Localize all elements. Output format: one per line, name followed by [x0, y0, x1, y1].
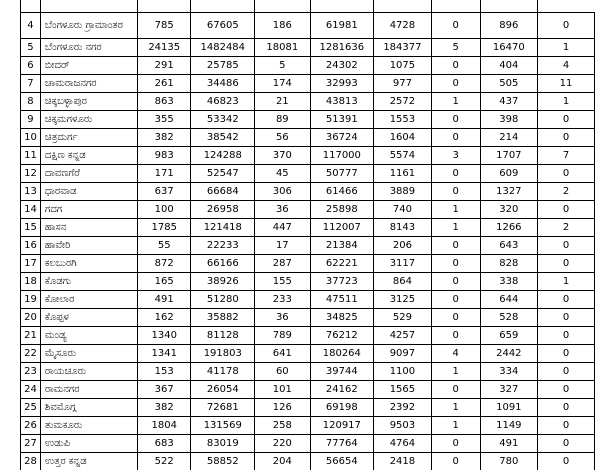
value-cell: 0	[431, 453, 480, 470]
value-cell: 0	[431, 111, 480, 129]
value-cell: 370	[255, 147, 310, 165]
table-row	[21, 309, 595, 327]
value-cell: 83019	[191, 435, 255, 453]
value-cell: 0	[538, 237, 595, 255]
value-cell: 34825	[310, 309, 374, 327]
value-cell: 1	[431, 363, 480, 381]
serial-number-cell: 16	[21, 237, 41, 255]
value-cell: 1553	[374, 111, 432, 129]
value-cell: 367	[137, 381, 191, 399]
value-cell: 32993	[310, 75, 374, 93]
table-row	[21, 273, 595, 291]
serial-number-cell: 28	[21, 453, 41, 470]
value-cell: 2418	[374, 453, 432, 470]
value-cell: 977	[374, 75, 432, 93]
value-cell: 26958	[191, 201, 255, 219]
value-cell: 338	[480, 273, 537, 291]
district-name-cell: ದಕ್ಷಿಣ ಕನ್ನಡ	[40, 147, 137, 165]
serial-number-cell: 10	[21, 129, 41, 147]
district-name-cell: ಕೊಪ್ಪಳ	[40, 309, 137, 327]
value-cell: 41178	[191, 363, 255, 381]
value-cell: 4257	[374, 327, 432, 345]
value-cell: 404	[480, 57, 537, 75]
district-name-cell: ಬೀದರ್	[40, 57, 137, 75]
value-cell	[374, 0, 432, 13]
value-cell: 3117	[374, 255, 432, 273]
value-cell: 0	[431, 309, 480, 327]
value-cell: 206	[374, 237, 432, 255]
value-cell: 1091	[480, 399, 537, 417]
value-cell: 5	[431, 39, 480, 57]
table-row	[21, 183, 595, 201]
value-cell: 0	[431, 165, 480, 183]
value-cell: 56654	[310, 453, 374, 470]
value-cell: 4	[538, 57, 595, 75]
value-cell: 0	[538, 129, 595, 147]
value-cell: 1785	[137, 219, 191, 237]
value-cell	[137, 0, 191, 13]
value-cell: 2	[538, 219, 595, 237]
table-row	[21, 165, 595, 183]
value-cell: 25898	[310, 201, 374, 219]
table-row	[21, 345, 595, 363]
value-cell: 491	[480, 435, 537, 453]
value-cell: 9097	[374, 345, 432, 363]
value-cell: 4	[431, 345, 480, 363]
value-cell: 126	[255, 399, 310, 417]
value-cell	[431, 0, 480, 13]
serial-number-cell: 21	[21, 327, 41, 345]
value-cell: 320	[480, 201, 537, 219]
serial-number-cell: 18	[21, 273, 41, 291]
value-cell: 0	[431, 75, 480, 93]
serial-number-cell: 6	[21, 57, 41, 75]
table-row	[21, 453, 595, 470]
value-cell: 1075	[374, 57, 432, 75]
value-cell: 1	[538, 39, 595, 57]
table-row	[21, 0, 595, 13]
value-cell: 3125	[374, 291, 432, 309]
serial-number-cell: 8	[21, 93, 41, 111]
serial-number-cell: 17	[21, 255, 41, 273]
value-cell: 740	[374, 201, 432, 219]
value-cell: 0	[431, 327, 480, 345]
value-cell: 56	[255, 129, 310, 147]
district-name-cell: ಚಾಮರಾಜನಗರ	[40, 75, 137, 93]
value-cell: 186	[255, 13, 310, 39]
value-cell: 0	[431, 255, 480, 273]
value-cell: 0	[538, 345, 595, 363]
value-cell: 22233	[191, 237, 255, 255]
value-cell: 51391	[310, 111, 374, 129]
value-cell: 121418	[191, 219, 255, 237]
value-cell: 214	[480, 129, 537, 147]
value-cell: 0	[538, 363, 595, 381]
value-cell: 5	[255, 57, 310, 75]
value-cell: 1482484	[191, 39, 255, 57]
table-row	[21, 417, 595, 435]
value-cell: 36	[255, 201, 310, 219]
value-cell: 43813	[310, 93, 374, 111]
value-cell: 100	[137, 201, 191, 219]
serial-number-cell: 26	[21, 417, 41, 435]
value-cell: 1	[538, 93, 595, 111]
value-cell: 61981	[310, 13, 374, 39]
value-cell: 2442	[480, 345, 537, 363]
district-name-cell: ಧಾರವಾಡ	[40, 183, 137, 201]
table-row	[21, 93, 595, 111]
value-cell: 0	[538, 327, 595, 345]
value-cell: 124288	[191, 147, 255, 165]
value-cell: 0	[538, 165, 595, 183]
value-cell: 60	[255, 363, 310, 381]
value-cell: 437	[480, 93, 537, 111]
value-cell: 155	[255, 273, 310, 291]
value-cell	[191, 0, 255, 13]
value-cell: 382	[137, 129, 191, 147]
value-cell: 0	[431, 273, 480, 291]
value-cell: 1604	[374, 129, 432, 147]
serial-number-cell: 11	[21, 147, 41, 165]
district-name-cell: ಗದಗ	[40, 201, 137, 219]
district-name-cell: ಮಂಡ್ಯ	[40, 327, 137, 345]
district-name-cell: ಕೋಲಾರ	[40, 291, 137, 309]
table-body	[21, 0, 595, 470]
value-cell: 864	[374, 273, 432, 291]
value-cell: 67605	[191, 13, 255, 39]
value-cell: 0	[431, 57, 480, 75]
value-cell: 53342	[191, 111, 255, 129]
value-cell: 66166	[191, 255, 255, 273]
serial-number-cell: 5	[21, 39, 41, 57]
table-row	[21, 57, 595, 75]
value-cell: 26054	[191, 381, 255, 399]
table-row	[21, 435, 595, 453]
district-name-cell: ದಾವಣಗೆರೆ	[40, 165, 137, 183]
value-cell: 1149	[480, 417, 537, 435]
value-cell: 47511	[310, 291, 374, 309]
serial-number-cell: 20	[21, 309, 41, 327]
value-cell: 828	[480, 255, 537, 273]
value-cell: 77764	[310, 435, 374, 453]
district-name-cell: ಬೆಂಗಳೂರು ಗ್ರಾಮಾಂತರ	[40, 13, 137, 39]
serial-number-cell: 14	[21, 201, 41, 219]
value-cell: 0	[538, 291, 595, 309]
value-cell: 0	[431, 13, 480, 39]
value-cell: 491	[137, 291, 191, 309]
value-cell: 659	[480, 327, 537, 345]
value-cell: 1	[431, 93, 480, 111]
district-name-cell	[40, 0, 137, 13]
value-cell: 1	[431, 201, 480, 219]
table-row	[21, 13, 595, 39]
value-cell: 72681	[191, 399, 255, 417]
value-cell: 529	[374, 309, 432, 327]
value-cell: 637	[137, 183, 191, 201]
value-cell: 1804	[137, 417, 191, 435]
value-cell: 36724	[310, 129, 374, 147]
serial-number-cell: 19	[21, 291, 41, 309]
value-cell: 789	[255, 327, 310, 345]
district-name-cell: ಶಿವಮೊಗ್ಗ	[40, 399, 137, 417]
value-cell: 165	[137, 273, 191, 291]
table-row	[21, 327, 595, 345]
value-cell: 0	[538, 453, 595, 470]
value-cell: 291	[137, 57, 191, 75]
value-cell: 38926	[191, 273, 255, 291]
value-cell: 644	[480, 291, 537, 309]
district-name-cell: ಚಿಕ್ಕಮಗಳೂರು	[40, 111, 137, 129]
value-cell: 1707	[480, 147, 537, 165]
serial-number-cell	[21, 0, 41, 13]
value-cell: 233	[255, 291, 310, 309]
value-cell: 1	[431, 399, 480, 417]
table-row	[21, 399, 595, 417]
serial-number-cell: 24	[21, 381, 41, 399]
value-cell: 785	[137, 13, 191, 39]
serial-number-cell: 27	[21, 435, 41, 453]
value-cell: 872	[137, 255, 191, 273]
value-cell	[310, 0, 374, 13]
value-cell: 1161	[374, 165, 432, 183]
value-cell: 1341	[137, 345, 191, 363]
value-cell: 641	[255, 345, 310, 363]
value-cell: 1100	[374, 363, 432, 381]
value-cell: 0	[538, 399, 595, 417]
value-cell: 153	[137, 363, 191, 381]
value-cell: 2392	[374, 399, 432, 417]
value-cell: 983	[137, 147, 191, 165]
district-name-cell: ರಾಯಚೂರು	[40, 363, 137, 381]
value-cell: 1266	[480, 219, 537, 237]
table-row	[21, 201, 595, 219]
value-cell: 1	[431, 219, 480, 237]
value-cell: 0	[538, 381, 595, 399]
value-cell: 204	[255, 453, 310, 470]
value-cell: 0	[538, 309, 595, 327]
serial-number-cell: 9	[21, 111, 41, 129]
district-name-cell: ಚಿತ್ರದುರ್ಗ	[40, 129, 137, 147]
value-cell: 24135	[137, 39, 191, 57]
serial-number-cell: 13	[21, 183, 41, 201]
value-cell: 528	[480, 309, 537, 327]
value-cell: 120917	[310, 417, 374, 435]
serial-number-cell: 25	[21, 399, 41, 417]
value-cell: 162	[137, 309, 191, 327]
serial-number-cell: 4	[21, 13, 41, 39]
value-cell: 117000	[310, 147, 374, 165]
district-name-cell: ಹಾಸನ	[40, 219, 137, 237]
table-row	[21, 291, 595, 309]
value-cell: 0	[538, 255, 595, 273]
district-name-cell: ಕೊಡಗು	[40, 273, 137, 291]
value-cell: 0	[431, 291, 480, 309]
value-cell: 4728	[374, 13, 432, 39]
value-cell: 1340	[137, 327, 191, 345]
table-row	[21, 363, 595, 381]
table-row	[21, 255, 595, 273]
value-cell	[255, 0, 310, 13]
value-cell: 25785	[191, 57, 255, 75]
value-cell: 398	[480, 111, 537, 129]
value-cell: 184377	[374, 39, 432, 57]
value-cell: 780	[480, 453, 537, 470]
district-name-cell: ತುಮಕೂರು	[40, 417, 137, 435]
value-cell: 683	[137, 435, 191, 453]
value-cell: 0	[431, 435, 480, 453]
value-cell: 101	[255, 381, 310, 399]
value-cell: 287	[255, 255, 310, 273]
table-row	[21, 129, 595, 147]
value-cell: 52547	[191, 165, 255, 183]
district-name-cell: ಹಾವೇರಿ	[40, 237, 137, 255]
table-row	[21, 147, 595, 165]
district-name-cell: ಚಿಕ್ಕಬಳ್ಳಾಪುರ	[40, 93, 137, 111]
value-cell: 38542	[191, 129, 255, 147]
value-cell: 382	[137, 399, 191, 417]
value-cell: 0	[538, 435, 595, 453]
value-cell: 609	[480, 165, 537, 183]
district-name-cell: ಕಲಬುರಗಿ	[40, 255, 137, 273]
value-cell: 0	[538, 201, 595, 219]
value-cell	[480, 0, 537, 13]
value-cell: 191803	[191, 345, 255, 363]
table-row	[21, 381, 595, 399]
value-cell: 24162	[310, 381, 374, 399]
value-cell: 0	[431, 381, 480, 399]
table-row	[21, 237, 595, 255]
value-cell: 863	[137, 93, 191, 111]
value-cell: 3889	[374, 183, 432, 201]
district-name-cell: ಬೆಂಗಳೂರು ನಗರ	[40, 39, 137, 57]
value-cell: 0	[431, 237, 480, 255]
value-cell: 89	[255, 111, 310, 129]
value-cell: 46823	[191, 93, 255, 111]
district-name-cell: ರಾಮನಗರ	[40, 381, 137, 399]
value-cell: 76212	[310, 327, 374, 345]
value-cell: 505	[480, 75, 537, 93]
value-cell: 171	[137, 165, 191, 183]
table-row	[21, 39, 595, 57]
value-cell: 0	[431, 129, 480, 147]
value-cell: 18081	[255, 39, 310, 57]
value-cell: 39744	[310, 363, 374, 381]
value-cell: 16470	[480, 39, 537, 57]
value-cell: 58852	[191, 453, 255, 470]
district-name-cell: ಮೈಸೂರು	[40, 345, 137, 363]
value-cell: 34486	[191, 75, 255, 93]
value-cell: 36	[255, 309, 310, 327]
value-cell: 4764	[374, 435, 432, 453]
value-cell: 334	[480, 363, 537, 381]
value-cell: 21384	[310, 237, 374, 255]
value-cell: 220	[255, 435, 310, 453]
value-cell: 1327	[480, 183, 537, 201]
value-cell: 0	[431, 183, 480, 201]
value-cell: 1	[538, 273, 595, 291]
value-cell: 0	[538, 13, 595, 39]
serial-number-cell: 7	[21, 75, 41, 93]
value-cell: 5574	[374, 147, 432, 165]
value-cell: 51280	[191, 291, 255, 309]
value-cell: 355	[137, 111, 191, 129]
value-cell: 2572	[374, 93, 432, 111]
value-cell: 0	[538, 417, 595, 435]
value-cell: 50777	[310, 165, 374, 183]
district-name-cell: ಉತ್ತರ ಕನ್ನಡ	[40, 453, 137, 470]
value-cell: 447	[255, 219, 310, 237]
value-cell: 17	[255, 237, 310, 255]
value-cell: 45	[255, 165, 310, 183]
value-cell: 112007	[310, 219, 374, 237]
value-cell: 0	[538, 111, 595, 129]
value-cell: 24302	[310, 57, 374, 75]
table-row	[21, 111, 595, 129]
serial-number-cell: 15	[21, 219, 41, 237]
value-cell: 69198	[310, 399, 374, 417]
value-cell: 327	[480, 381, 537, 399]
value-cell: 180264	[310, 345, 374, 363]
value-cell: 8143	[374, 219, 432, 237]
value-cell: 522	[137, 453, 191, 470]
value-cell: 1565	[374, 381, 432, 399]
value-cell: 66684	[191, 183, 255, 201]
value-cell: 7	[538, 147, 595, 165]
table-row	[21, 75, 595, 93]
value-cell: 261	[137, 75, 191, 93]
district-table	[20, 0, 595, 470]
value-cell: 3	[431, 147, 480, 165]
value-cell: 61466	[310, 183, 374, 201]
value-cell: 1281636	[310, 39, 374, 57]
value-cell: 1	[431, 417, 480, 435]
value-cell: 21	[255, 93, 310, 111]
value-cell: 306	[255, 183, 310, 201]
serial-number-cell: 12	[21, 165, 41, 183]
value-cell: 62221	[310, 255, 374, 273]
district-name-cell: ಉಡುಪಿ	[40, 435, 137, 453]
value-cell: 131569	[191, 417, 255, 435]
value-cell: 643	[480, 237, 537, 255]
value-cell: 37723	[310, 273, 374, 291]
value-cell: 896	[480, 13, 537, 39]
value-cell: 81128	[191, 327, 255, 345]
serial-number-cell: 22	[21, 345, 41, 363]
table-row	[21, 219, 595, 237]
value-cell: 174	[255, 75, 310, 93]
serial-number-cell: 23	[21, 363, 41, 381]
value-cell: 55	[137, 237, 191, 255]
value-cell: 258	[255, 417, 310, 435]
value-cell: 35882	[191, 309, 255, 327]
value-cell: 9503	[374, 417, 432, 435]
value-cell: 2	[538, 183, 595, 201]
value-cell: 11	[538, 75, 595, 93]
